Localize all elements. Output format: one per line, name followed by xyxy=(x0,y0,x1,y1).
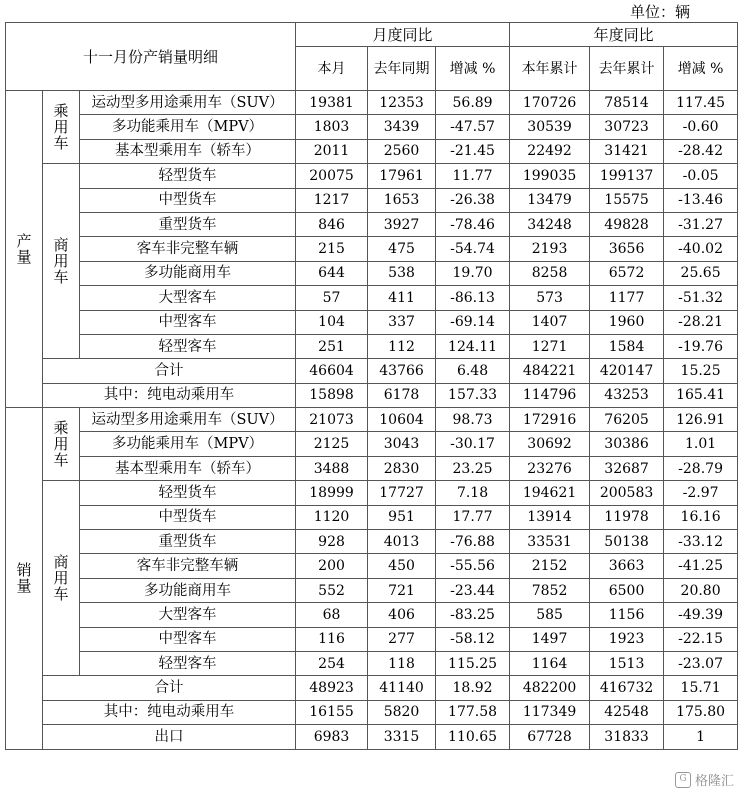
cell-last-year-same: 337 xyxy=(368,310,436,334)
cell-change-monthly: -69.14 xyxy=(436,310,510,334)
sales-export-row xyxy=(6,725,738,749)
table-row xyxy=(6,115,738,139)
table-row xyxy=(6,286,738,310)
row-name: 中型货车 xyxy=(80,505,296,529)
row-name: 运动型多用途乘用车（SUV） xyxy=(80,91,296,115)
cell-change-monthly: -86.13 xyxy=(436,286,510,310)
cell-change-yearly: -40.02 xyxy=(664,237,738,261)
cell-change-monthly: 177.58 xyxy=(436,700,510,724)
row-name: 客车非完整车辆 xyxy=(80,554,296,578)
row-name: 轻型客车 xyxy=(80,334,296,358)
cell-last-year-same: 4013 xyxy=(368,530,436,554)
cell-last-year-same: 2830 xyxy=(368,456,436,480)
cell-last-year-same: 41140 xyxy=(368,676,436,700)
cell-this-year-cum: 1407 xyxy=(510,310,590,334)
cell-last-year-cum: 416732 xyxy=(590,676,664,700)
row-name: 轻型货车 xyxy=(80,164,296,188)
cell-change-yearly: -2.97 xyxy=(664,481,738,505)
cell-last-year-same: 6178 xyxy=(368,383,436,407)
cell-change-yearly: -13.46 xyxy=(664,188,738,212)
row-name: 中型客车 xyxy=(80,310,296,334)
cell-last-year-same: 5820 xyxy=(368,700,436,724)
cell-this-year-cum: 573 xyxy=(510,286,590,310)
cell-last-year-same: 277 xyxy=(368,627,436,651)
production-section-label: 产 量 xyxy=(6,91,43,408)
cell-this-year-cum: 2193 xyxy=(510,237,590,261)
cell-last-year-same: 3439 xyxy=(368,115,436,139)
cell-last-year-same: 406 xyxy=(368,603,436,627)
cell-last-year-same: 3043 xyxy=(368,432,436,456)
table-row xyxy=(6,334,738,358)
cell-last-year-cum: 42548 xyxy=(590,700,664,724)
cell-last-year-cum: 6572 xyxy=(590,261,664,285)
cell-last-year-cum: 15575 xyxy=(590,188,664,212)
cell-this-year-cum: 30692 xyxy=(510,432,590,456)
cell-this-year-cum: 114796 xyxy=(510,383,590,407)
table-row xyxy=(6,91,738,115)
cell-last-year-same: 951 xyxy=(368,505,436,529)
header-change-yearly: 增减 % xyxy=(664,47,738,91)
cell-change-yearly: -22.15 xyxy=(664,627,738,651)
production-passenger-label: 乘 用 车 xyxy=(43,91,80,164)
cell-last-year-cum: 6500 xyxy=(590,578,664,602)
cell-last-year-cum: 200583 xyxy=(590,481,664,505)
cell-change-monthly: 6.48 xyxy=(436,359,510,383)
cell-this-year-cum: 199035 xyxy=(510,164,590,188)
cell-this-year-cum: 194621 xyxy=(510,481,590,505)
row-name: 轻型货车 xyxy=(80,481,296,505)
cell-last-year-cum: 1177 xyxy=(590,286,664,310)
cell-change-yearly: -0.05 xyxy=(664,164,738,188)
cell-this-month: 928 xyxy=(296,530,368,554)
cell-change-yearly: -51.32 xyxy=(664,286,738,310)
cell-this-year-cum: 484221 xyxy=(510,359,590,383)
cell-change-monthly: 18.92 xyxy=(436,676,510,700)
table-row xyxy=(6,310,738,334)
cell-change-monthly: -54.74 xyxy=(436,237,510,261)
cell-change-yearly: 117.45 xyxy=(664,91,738,115)
cell-this-year-cum: 170726 xyxy=(510,91,590,115)
header-last-year-cum: 去年累计 xyxy=(590,47,664,91)
cell-last-year-same: 3315 xyxy=(368,725,436,749)
cell-this-year-cum: 7852 xyxy=(510,578,590,602)
cell-last-year-cum: 31833 xyxy=(590,725,664,749)
cell-change-monthly: -23.44 xyxy=(436,578,510,602)
cell-change-monthly: -55.56 xyxy=(436,554,510,578)
row-name: 多功能商用车 xyxy=(80,261,296,285)
cell-last-year-same: 43766 xyxy=(368,359,436,383)
cell-change-monthly: -47.57 xyxy=(436,115,510,139)
cell-last-year-cum: 1513 xyxy=(590,651,664,675)
table-title: 十一月份产销量明细 xyxy=(6,23,296,91)
cell-last-year-same: 12353 xyxy=(368,91,436,115)
cell-last-year-cum: 1960 xyxy=(590,310,664,334)
cell-last-year-cum: 49828 xyxy=(590,212,664,236)
cell-change-yearly: 1.01 xyxy=(664,432,738,456)
table-row xyxy=(6,627,738,651)
cell-this-month: 116 xyxy=(296,627,368,651)
cell-this-year-cum: 585 xyxy=(510,603,590,627)
cell-this-month: 1803 xyxy=(296,115,368,139)
cell-last-year-cum: 1156 xyxy=(590,603,664,627)
row-name: 大型客车 xyxy=(80,603,296,627)
cell-change-yearly: -33.12 xyxy=(664,530,738,554)
header-this-month: 本月 xyxy=(296,47,368,91)
cell-this-month: 3488 xyxy=(296,456,368,480)
cell-this-year-cum: 1271 xyxy=(510,334,590,358)
table-row xyxy=(6,212,738,236)
cell-change-monthly: 17.77 xyxy=(436,505,510,529)
cell-this-month: 16155 xyxy=(296,700,368,724)
cell-last-year-same: 10604 xyxy=(368,408,436,432)
cell-this-month: 1217 xyxy=(296,188,368,212)
cell-change-monthly: 157.33 xyxy=(436,383,510,407)
cell-change-yearly: -41.25 xyxy=(664,554,738,578)
cell-last-year-cum: 420147 xyxy=(590,359,664,383)
cell-change-yearly: -49.39 xyxy=(664,603,738,627)
cell-change-monthly: 7.18 xyxy=(436,481,510,505)
cell-this-month: 6983 xyxy=(296,725,368,749)
row-name: 其中：纯电动乘用车 xyxy=(43,700,296,724)
cell-this-month: 1120 xyxy=(296,505,368,529)
cell-change-monthly: -78.46 xyxy=(436,212,510,236)
cell-this-month: 21073 xyxy=(296,408,368,432)
row-name: 大型客车 xyxy=(80,286,296,310)
cell-this-month: 846 xyxy=(296,212,368,236)
cell-last-year-cum: 30723 xyxy=(590,115,664,139)
table-row xyxy=(6,578,738,602)
cell-change-yearly: 126.91 xyxy=(664,408,738,432)
production-ev-row xyxy=(6,383,738,407)
cell-this-year-cum: 34248 xyxy=(510,212,590,236)
cell-last-year-cum: 1923 xyxy=(590,627,664,651)
cell-last-year-same: 538 xyxy=(368,261,436,285)
cell-change-yearly: -0.60 xyxy=(664,115,738,139)
cell-this-year-cum: 1164 xyxy=(510,651,590,675)
cell-this-month: 48923 xyxy=(296,676,368,700)
row-name: 重型货车 xyxy=(80,212,296,236)
cell-change-monthly: 56.89 xyxy=(436,91,510,115)
sales-total-row xyxy=(6,676,738,700)
sales-commercial-label: 商 用 车 xyxy=(43,481,80,676)
cell-last-year-same: 17961 xyxy=(368,164,436,188)
cell-change-yearly: 175.80 xyxy=(664,700,738,724)
cell-last-year-same: 112 xyxy=(368,334,436,358)
cell-last-year-cum: 30386 xyxy=(590,432,664,456)
cell-last-year-same: 3927 xyxy=(368,212,436,236)
cell-this-month: 19381 xyxy=(296,91,368,115)
row-name: 客车非完整车辆 xyxy=(80,237,296,261)
row-name: 基本型乘用车（轿车） xyxy=(80,456,296,480)
table-row xyxy=(6,456,738,480)
cell-this-month: 15898 xyxy=(296,383,368,407)
cell-change-monthly: -83.25 xyxy=(436,603,510,627)
cell-change-monthly: 124.11 xyxy=(436,334,510,358)
cell-last-year-same: 118 xyxy=(368,651,436,675)
cell-change-monthly: -76.88 xyxy=(436,530,510,554)
cell-change-monthly: 19.70 xyxy=(436,261,510,285)
cell-this-year-cum: 1497 xyxy=(510,627,590,651)
cell-this-month: 644 xyxy=(296,261,368,285)
table-row xyxy=(6,651,738,675)
cell-last-year-cum: 3656 xyxy=(590,237,664,261)
cell-this-year-cum: 23276 xyxy=(510,456,590,480)
cell-change-yearly: 15.71 xyxy=(664,676,738,700)
cell-this-year-cum: 13914 xyxy=(510,505,590,529)
row-name: 多功能商用车 xyxy=(80,578,296,602)
header-this-year-cum: 本年累计 xyxy=(510,47,590,91)
table-row xyxy=(6,432,738,456)
cell-last-year-same: 1653 xyxy=(368,188,436,212)
cell-last-year-same: 450 xyxy=(368,554,436,578)
header-last-year-same: 去年同期 xyxy=(368,47,436,91)
cell-last-year-cum: 3663 xyxy=(590,554,664,578)
cell-this-month: 104 xyxy=(296,310,368,334)
sales-ev-row xyxy=(6,700,738,724)
cell-last-year-cum: 199137 xyxy=(590,164,664,188)
row-name: 中型货车 xyxy=(80,188,296,212)
table-row xyxy=(6,139,738,163)
cell-this-year-cum: 172916 xyxy=(510,408,590,432)
row-name: 出口 xyxy=(43,725,296,749)
table-row xyxy=(6,237,738,261)
cell-change-yearly: 25.65 xyxy=(664,261,738,285)
cell-this-month: 251 xyxy=(296,334,368,358)
cell-last-year-cum: 1584 xyxy=(590,334,664,358)
production-sales-table xyxy=(5,22,738,750)
header-change-monthly: 增减 % xyxy=(436,47,510,91)
row-name: 多功能乘用车（MPV） xyxy=(80,432,296,456)
cell-last-year-same: 411 xyxy=(368,286,436,310)
cell-last-year-cum: 78514 xyxy=(590,91,664,115)
cell-change-monthly: 11.77 xyxy=(436,164,510,188)
production-total-row xyxy=(6,359,738,383)
cell-last-year-same: 2560 xyxy=(368,139,436,163)
sales-section-label: 销 量 xyxy=(6,408,43,749)
cell-this-month: 68 xyxy=(296,603,368,627)
cell-change-monthly: -21.45 xyxy=(436,139,510,163)
unit-label: 单位：辆 xyxy=(630,3,691,21)
gelonghui-logo-icon: G xyxy=(675,772,691,788)
table-row xyxy=(6,261,738,285)
cell-change-yearly: -28.42 xyxy=(664,139,738,163)
cell-change-yearly: -19.76 xyxy=(664,334,738,358)
cell-change-yearly: 20.80 xyxy=(664,578,738,602)
cell-last-year-cum: 11978 xyxy=(590,505,664,529)
cell-change-yearly: -31.27 xyxy=(664,212,738,236)
cell-this-year-cum: 117349 xyxy=(510,700,590,724)
cell-last-year-same: 721 xyxy=(368,578,436,602)
cell-this-month: 57 xyxy=(296,286,368,310)
cell-last-year-cum: 43253 xyxy=(590,383,664,407)
cell-change-monthly: -26.38 xyxy=(436,188,510,212)
row-name: 中型客车 xyxy=(80,627,296,651)
cell-change-yearly: 16.16 xyxy=(664,505,738,529)
row-name: 轻型客车 xyxy=(80,651,296,675)
cell-change-yearly: -23.07 xyxy=(664,651,738,675)
cell-change-monthly: 115.25 xyxy=(436,651,510,675)
cell-this-year-cum: 22492 xyxy=(510,139,590,163)
table-row xyxy=(6,188,738,212)
cell-this-year-cum: 13479 xyxy=(510,188,590,212)
cell-change-monthly: 110.65 xyxy=(436,725,510,749)
cell-change-yearly: 165.41 xyxy=(664,383,738,407)
cell-this-month: 200 xyxy=(296,554,368,578)
cell-change-monthly: -58.12 xyxy=(436,627,510,651)
cell-this-month: 46604 xyxy=(296,359,368,383)
cell-this-month: 2011 xyxy=(296,139,368,163)
table-row xyxy=(6,603,738,627)
watermark xyxy=(675,770,734,789)
cell-last-year-cum: 50138 xyxy=(590,530,664,554)
production-commercial-label: 商 用 车 xyxy=(43,164,80,359)
cell-last-year-cum: 31421 xyxy=(590,139,664,163)
cell-change-monthly: -30.17 xyxy=(436,432,510,456)
watermark-text: 格隆汇 xyxy=(694,774,734,789)
row-name: 运动型多用途乘用车（SUV） xyxy=(80,408,296,432)
cell-last-year-cum: 76205 xyxy=(590,408,664,432)
cell-this-year-cum: 30539 xyxy=(510,115,590,139)
cell-this-month: 18999 xyxy=(296,481,368,505)
row-name: 重型货车 xyxy=(80,530,296,554)
row-name: 多功能乘用车（MPV） xyxy=(80,115,296,139)
cell-this-year-cum: 482200 xyxy=(510,676,590,700)
sales-passenger-label: 乘 用 车 xyxy=(43,408,80,481)
cell-this-year-cum: 2152 xyxy=(510,554,590,578)
row-name: 合计 xyxy=(43,676,296,700)
cell-change-monthly: 23.25 xyxy=(436,456,510,480)
row-name: 合计 xyxy=(43,359,296,383)
table-row xyxy=(6,481,738,505)
cell-this-month: 2125 xyxy=(296,432,368,456)
table-row xyxy=(6,554,738,578)
cell-last-year-same: 475 xyxy=(368,237,436,261)
cell-this-month: 20075 xyxy=(296,164,368,188)
cell-change-yearly: 1 xyxy=(664,725,738,749)
cell-this-year-cum: 67728 xyxy=(510,725,590,749)
cell-this-month: 254 xyxy=(296,651,368,675)
header-monthly: 月度同比 xyxy=(296,23,510,47)
table-row xyxy=(6,408,738,432)
cell-this-year-cum: 33531 xyxy=(510,530,590,554)
cell-this-year-cum: 8258 xyxy=(510,261,590,285)
cell-last-year-same: 17727 xyxy=(368,481,436,505)
header-yearly: 年度同比 xyxy=(510,23,738,47)
cell-change-yearly: -28.79 xyxy=(664,456,738,480)
cell-change-yearly: 15.25 xyxy=(664,359,738,383)
table-row xyxy=(6,164,738,188)
row-name: 基本型乘用车（轿车） xyxy=(80,139,296,163)
table-row xyxy=(6,530,738,554)
cell-change-monthly: 98.73 xyxy=(436,408,510,432)
table-row xyxy=(6,505,738,529)
row-name: 其中：纯电动乘用车 xyxy=(43,383,296,407)
cell-this-month: 215 xyxy=(296,237,368,261)
cell-last-year-cum: 32687 xyxy=(590,456,664,480)
cell-this-month: 552 xyxy=(296,578,368,602)
cell-change-yearly: -28.21 xyxy=(664,310,738,334)
